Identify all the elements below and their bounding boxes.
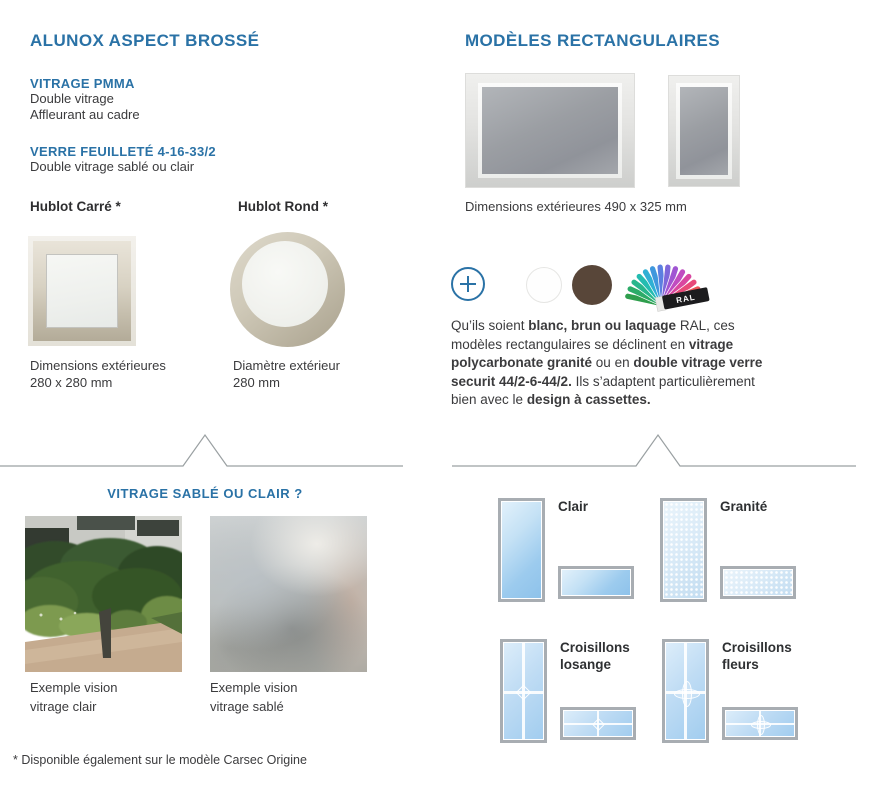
window-diagram-vertical: [500, 639, 547, 743]
caption-line: Exemple vision: [210, 680, 298, 695]
diagram-glass: [664, 502, 703, 598]
hublot-carre-frame: [33, 241, 131, 341]
spec-heading: VITRAGE PMMA: [30, 76, 135, 91]
window-diagram-horizontal: [722, 707, 798, 740]
hublot-rond-glass: [242, 241, 328, 327]
diagram-glass: [504, 643, 543, 739]
caption-line: Diamètre extérieur: [233, 358, 340, 373]
left-divider: [0, 430, 410, 475]
spec-line: Double vitrage sablé ou clair: [30, 159, 195, 174]
frosted-example-caption: [210, 678, 297, 716]
product-name-hublot-rond: Hublot Rond *: [238, 199, 328, 214]
losange-ornament: [516, 685, 532, 701]
glazing-type-croisillons-fleurs: [662, 637, 802, 747]
left-section-title: ALUNOX ASPECT BROSSÉ: [30, 31, 260, 50]
ral-fan-label: RAL: [675, 292, 697, 306]
footnote: * Disponible également sur le modèle Carsec Origine: [13, 753, 307, 767]
window-glass: [482, 87, 618, 174]
caption-line: 280 x 280 mm: [30, 374, 113, 390]
glazing-type-label: Clair: [558, 499, 589, 514]
window-bevel: [478, 83, 622, 178]
glazing-question-title-wrap: [0, 485, 410, 503]
window-glass: [680, 87, 728, 175]
hublot-carre-glass: [46, 254, 118, 328]
glazing-type-label: Granité: [720, 499, 768, 514]
hublot-rond-image: [230, 232, 345, 347]
rect-window-landscape-image: [465, 73, 635, 188]
spec-verre-feuillete: [30, 144, 216, 175]
glazing-type-granite: [660, 496, 800, 606]
glazing-type-clair: [498, 496, 638, 606]
spec-vitrage-pmma: [30, 76, 140, 122]
spec-heading: VERRE FEUILLETÉ 4-16-33/2: [30, 144, 216, 159]
rect-dimensions-caption: Dimensions extérieures 490 x 325 mm: [465, 199, 687, 214]
diagram-glass: [666, 643, 705, 739]
diagram-glass: [564, 711, 632, 736]
window-diagram-horizontal: [720, 566, 796, 599]
product-name-hublot-carre: Hublot Carré *: [30, 199, 121, 214]
caption-line: Dimensions extérieures: [30, 358, 166, 373]
window-diagram-horizontal: [558, 566, 634, 599]
fleur-ornament: [682, 681, 692, 707]
losange-ornament: [592, 718, 605, 731]
plus-icon: [450, 266, 486, 307]
hublot-carre-image: [28, 236, 136, 346]
diagram-glass: [562, 570, 630, 595]
caption-line: 280 mm: [233, 374, 280, 390]
window-diagram-vertical: [660, 498, 707, 602]
ral-color-fan-icon: [618, 252, 726, 319]
caption-line: vitrage clair: [30, 699, 97, 714]
window-diagram-vertical: [662, 639, 709, 743]
right-section-title: MODÈLES RECTANGULAIRES: [465, 31, 720, 50]
glazing-type-croisillons-losange: [500, 637, 640, 747]
clear-example-caption: [30, 678, 117, 716]
color-swatch-brown: [572, 265, 612, 305]
window-diagram-horizontal: [560, 707, 636, 740]
spec-line: Affleurant au cadre: [30, 106, 140, 122]
hublot-carre-caption: [30, 358, 166, 391]
caption-line: Exemple vision: [30, 680, 118, 695]
caption-line: vitrage sablé: [210, 699, 284, 714]
glazing-type-label: Croisillons losange: [560, 640, 630, 672]
clear-glazing-photo: [25, 516, 182, 672]
glazing-question-title: VITRAGE SABLÉ OU CLAIR ?: [107, 486, 303, 501]
right-divider: [450, 430, 860, 475]
color-swatch-white: [526, 267, 562, 303]
hublot-rond-caption: [233, 358, 340, 391]
frosted-glazing-photo: [210, 516, 367, 672]
window-bevel: [676, 83, 732, 179]
fleur-ornament: [757, 715, 765, 735]
rect-window-portrait-image: [668, 75, 740, 187]
window-diagram-vertical: [498, 498, 545, 602]
glazing-type-label: Croisillons fleurs: [722, 640, 792, 672]
rect-models-description: Qu’ils soient blanc, brun ou laquage RAL, ces modèles rectangulaires se déclinent en vitrage polycarbonate granité ou en double vitrage verre securit 44/2-6-44/2. Ils s’adaptent particulièrement bien avec le design à cassettes.: [451, 318, 763, 408]
diagram-glass: [502, 502, 541, 598]
diagram-glass: [724, 570, 792, 595]
spec-line: Double vitrage: [30, 91, 114, 106]
diagram-glass: [726, 711, 794, 736]
